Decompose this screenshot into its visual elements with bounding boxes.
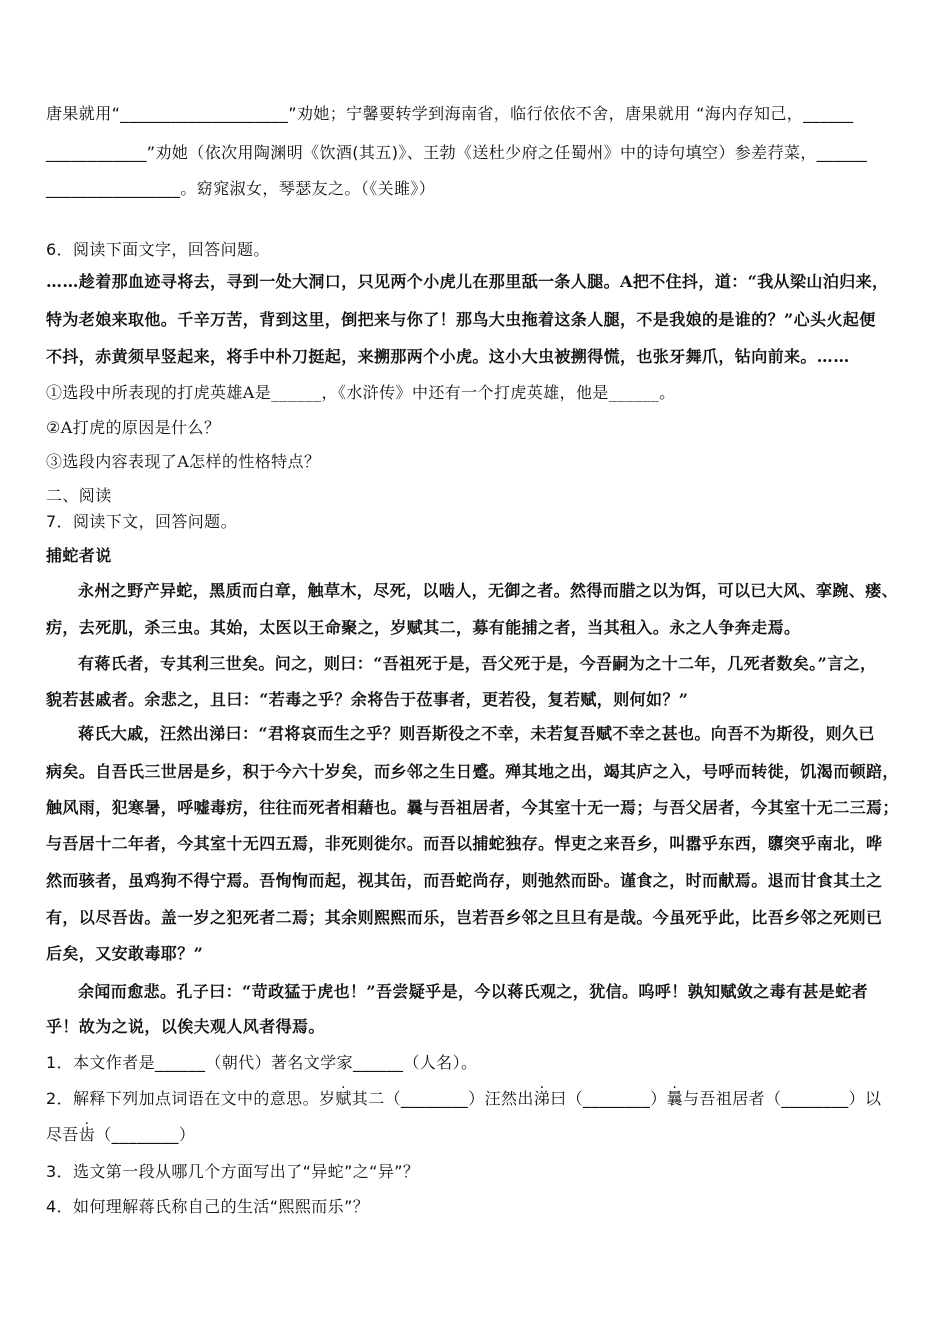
- q7-question-1: 1．本文作者是______（朝代）著名文学家______（人名）。: [46, 1053, 478, 1072]
- essay-title: 捕蛇者说: [46, 546, 112, 565]
- essay-line: 触风雨，犯寒暑，呼嘘毒疠，往往而死者相藉也。曩与吾祖居者，今其室十无一焉；与吾父居者，今其室十无二三焉；: [46, 798, 899, 817]
- q6-subquestion-2: ②A打虎的原因是什么？: [46, 418, 221, 437]
- essay-line: 貌若甚戚者。余悲之，且曰：“若毒之乎？余将告于莅事者，更若役，复若赋，则何如？”: [46, 690, 689, 709]
- q7-question-4: 4．如何理解蒋氏称自己的生活“熙熙而乐”？: [46, 1197, 370, 1216]
- q2-text-e: 尽吾: [46, 1125, 79, 1144]
- q2-text-f: （________）: [95, 1125, 196, 1144]
- q6-passage-line-3: 不抖，赤黄须早竖起来，将手中朴刀挺起，来搠那两个小虎。这小大虫被搠得慌，也张牙舞爪，钻向前来。……: [46, 347, 850, 366]
- q6-subquestion-1: ①选段中所表现的打虎英雄A是______，《水浒传》中还有一个打虎英雄，他是______。: [46, 383, 676, 402]
- q6-title: 6．阅读下面文字，回答问题。: [46, 240, 270, 259]
- q7-question-3: 3．选文第一段从哪几个方面写出了“异蛇”之“异”？: [46, 1162, 420, 1181]
- dotted-word-chi: 齿: [78, 1125, 96, 1144]
- q5-line-3: ________________。窈窕淑女，琴瑟友之。（《关雎》）: [46, 179, 436, 198]
- q6-passage-line-2: 特为老娘来取他。千辛万苦，背到这里，倒把来与你了！那鸟大虫拖着这条人腿，不是我娘的是谁的？”心头火起便: [46, 310, 876, 329]
- essay-line: 然而骇者，虽鸡狗不得宁焉。吾恂恂而起，视其缶，而吾蛇尚存，则弛然而卧。谨食之，时而献焉。退而甘食其土之: [46, 871, 883, 890]
- q7-title: 7．阅读下文，回答问题。: [46, 512, 237, 531]
- q2-text-a: 2．解释下列加点词语在文中的意思。岁: [46, 1089, 336, 1108]
- essay-line: 有蒋氏者，专其利三世矣。问之，则曰：“吾祖死于是，吾父死于是，今吾嗣为之十二年，几死者数矣。”言之，: [78, 654, 877, 673]
- essay-line: 永州之野产异蛇，黑质而白章，触草木，尽死，以啮人，无御之者。然得而腊之以为饵，可以已大风、挛踠、瘘、: [78, 581, 899, 600]
- essay-line: 有，以尽吾齿。盖一岁之犯死者二焉；其余则熙熙而乐，岂若吾乡邻之旦旦有是哉。今虽死乎此，比吾乡邻之死则已: [46, 908, 883, 927]
- q6-subquestion-3: ③选段内容表现了A怎样的性格特点？: [46, 452, 321, 471]
- dotted-word-ti: 涕: [533, 1089, 551, 1108]
- essay-line: 余闻而愈悲。孔子曰：“苛政猛于虎也！”吾尝疑乎是，今以蒋氏观之，犹信。呜呼！孰知赋敛之毒有甚是蛇者: [78, 982, 869, 1001]
- essay-line: 与吾居十二年者，今其室十无四五焉，非死则徙尔。而吾以捕蛇独存。悍吏之来吾乡，叫嚣乎东西，隳突乎南北，哗: [46, 834, 883, 853]
- dotted-word-nang: 曩: [666, 1089, 684, 1108]
- essay-line: 蒋氏大戚，汪然出涕曰：“君将哀而生之乎？则吾斯役之不幸，未若复吾赋不幸之甚也。向吾不为斯役，则久已: [78, 724, 875, 743]
- dotted-word-fu: 赋: [335, 1089, 352, 1108]
- q2-text-d: 与吾祖居者（________）以: [683, 1089, 882, 1108]
- q5-line-1: 唐果就用“____________________”劝她；宁馨要转学到海南省，临行依依不舍，唐果就用 “海内存知己，______: [46, 104, 854, 123]
- q2-text-c: 曰（________）: [550, 1089, 667, 1108]
- q6-passage-line-1: ……趁着那血迹寻将去，寻到一处大洞口，只见两个小虎儿在那里舐一条人腿。A把不住抖，道：“我从梁山泊归来，: [46, 272, 889, 291]
- section-heading: 二、阅读: [46, 486, 112, 505]
- essay-line: 疠，去死肌，杀三虫。其始，太医以王命聚之，岁赋其二，募有能捕之者，当其租入。永之人争奔走焉。: [46, 618, 801, 637]
- essay-line: 病矣。自吾氏三世居是乡，积于今六十岁矣，而乡邻之生日蹙。殚其地之出，竭其庐之入，号呼而转徙，饥渴而顿踣，: [46, 762, 899, 781]
- q2-text-b: 其二（________）汪然出: [351, 1089, 534, 1108]
- q7-question-2-cont: [46, 1125, 195, 1145]
- q7-question-2: [46, 1089, 881, 1109]
- essay-line: 乎！故为之说，以俟夫观人风者得焉。: [46, 1017, 325, 1036]
- essay-line: 后矣，又安敢毒耶？”: [46, 944, 204, 963]
- q5-line-2: ____________”劝她（依次用陶渊明《饮酒(其五)》、王勃《送杜少府之任蜀州》中的诗句填空）参差荇菜，______: [46, 143, 868, 162]
